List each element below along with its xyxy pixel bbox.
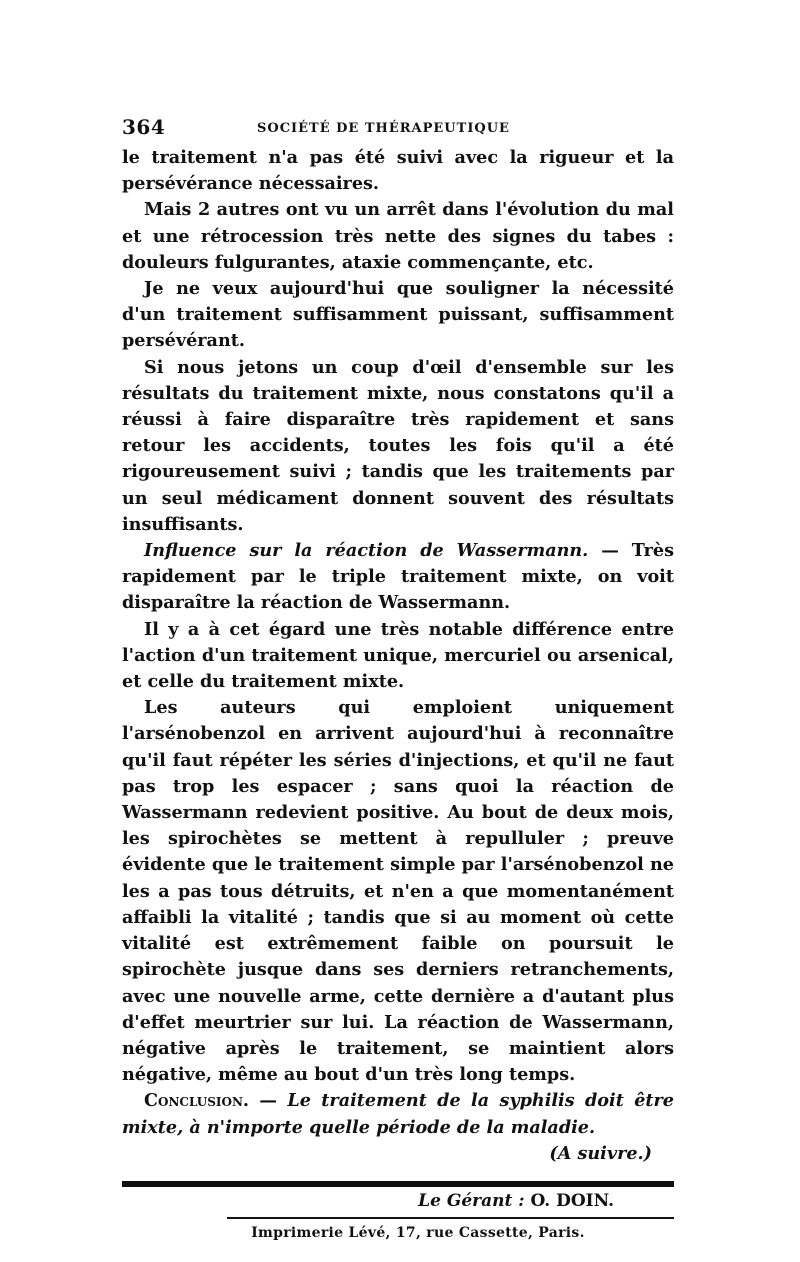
manager-label: Le Gérant :	[418, 1190, 525, 1211]
paragraph	[122, 1088, 674, 1140]
paragraph: le traitement n'a pas été suivi avec la rigueur et la persévérance nécessaires.	[122, 147, 674, 195]
continuation-note: (A suivre.)	[549, 1142, 652, 1164]
paragraph-text: — Très rapidement par le triple traitement mixte, on voit disparaître la réaction de Wassermann.	[122, 540, 674, 614]
page-header	[122, 105, 674, 145]
body-text	[122, 145, 674, 1167]
manager-name: O. DOIN.	[530, 1190, 614, 1211]
manager-signature	[122, 1187, 674, 1215]
page	[122, 105, 674, 1241]
paragraph	[122, 538, 674, 617]
page-number: 364	[122, 115, 166, 139]
paragraph: Les auteurs qui emploient uniquement l'arsénobenzol en arrivent aujourd'hui à reconnaître qu'il faut répéter les séries d'injections, et qu'il ne faut pas trop les espacer ; sans quoi la réaction de Wassermann redevient positive. Au bout de deux mois, les spirochètes se mettent à repulluler ; preuve évidente que le traitement simple par l'arsénobenzol ne les a pas tous détruits, et n'en a que momentanément affaibli la vitalité ; tandis que si au moment où cette vitalité est extrêmement faible on poursuit le spirochète jusque dans ses derniers retranchements, avec une nouvelle arme, cette dernière a d'autant plus d'effet meurtrier sur lui. La réaction de Wassermann, négative après le traitement, se maintient alors négative, même au bout d'un très long temps.	[122, 697, 674, 1086]
paragraph: Il y a à cet égard une très notable différence entre l'action d'un traitement unique, mercuriel ou arsenical, et celle du traitement mixte.	[122, 618, 674, 693]
divider	[227, 1217, 674, 1219]
printer-imprint: Imprimerie Lévé, 17, rue Cassette, Paris.	[251, 1224, 585, 1241]
paragraph: Mais 2 autres ont vu un arrêt dans l'évolution du mal et une rétrocession très nette des signes du tabes : douleurs fulgurantes, ataxie commençante, etc.	[122, 199, 674, 273]
section-heading: Influence sur la réaction de Wassermann.	[144, 540, 589, 562]
conclusion-label: Conclusion.	[144, 1090, 250, 1112]
paragraph: Je ne veux aujourd'hui que souligner la nécessité d'un traitement suffisamment puissant, suffisamment persévérant.	[122, 278, 674, 352]
paragraph: Si nous jetons un coup d'œil d'ensemble sur les résultats du traitement mixte, nous constatons qu'il a réussi à faire disparaître très rapidement et sans retour les accidents, toutes les fois qu'il a été rigoureusement suivi ; tandis que les traitements par un seul médicament donnent souvent des résultats insuffisants.	[122, 356, 674, 535]
running-head: SOCIÉTÉ DE THÉRAPEUTIQUE	[257, 121, 510, 136]
conclusion-text: — Le traitement de la syphilis doit être mixte, à n'importe quelle période de la maladie.	[122, 1090, 674, 1138]
